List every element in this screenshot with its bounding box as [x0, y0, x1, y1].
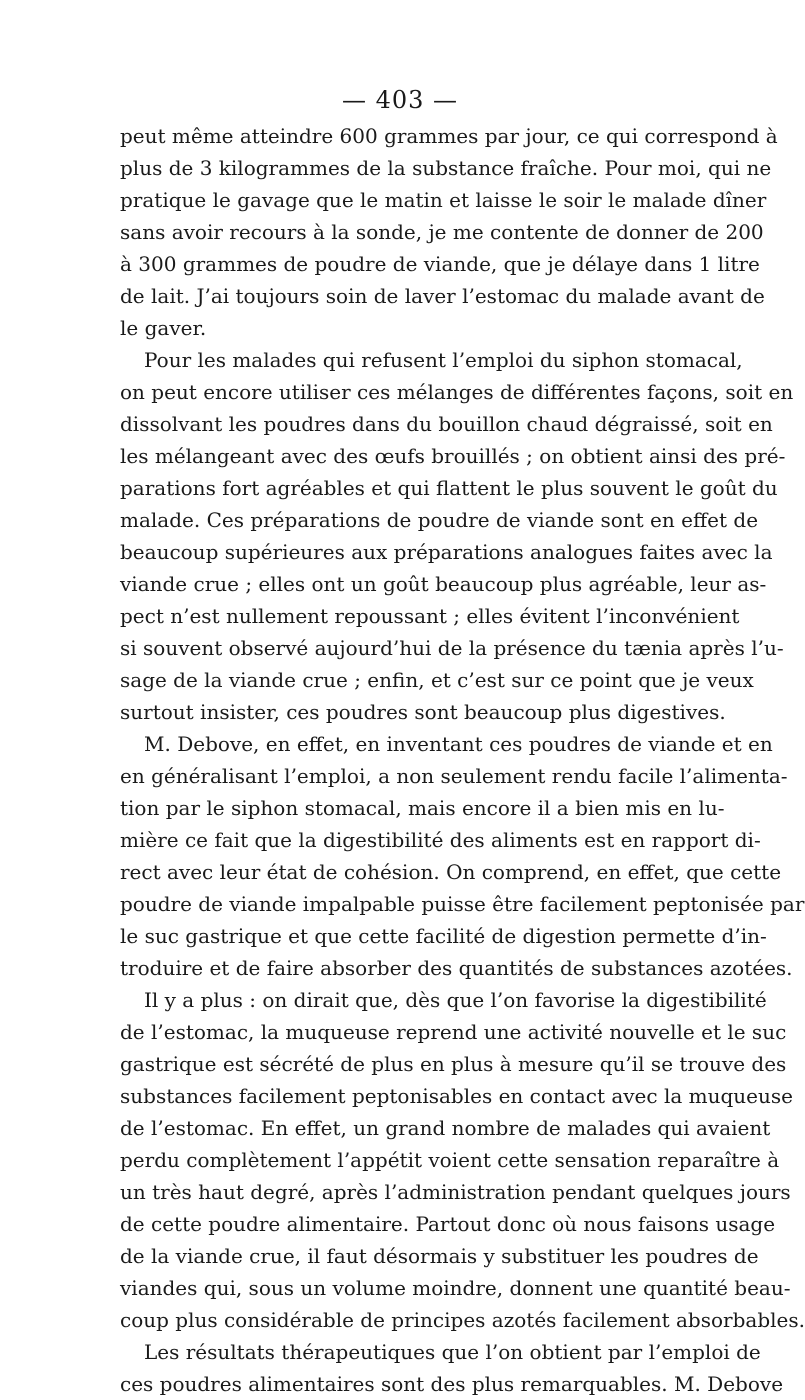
text-line: mière ce fait que la digestibilité des aliments est en rapport di- — [120, 828, 761, 852]
text-line: plus de 3 kilogrammes de la substance fraîche. Pour moi, qui ne — [120, 156, 772, 180]
text-line: de la viande crue, il faut désormais y substituer les poudres de — [120, 1244, 759, 1268]
text-line: sans avoir recours à la sonde, je me contente de donner de 200 — [120, 220, 764, 244]
text-line: M. Debove, en effet, en inventant ces poudres de viande et en — [144, 732, 773, 756]
text-line: à 300 grammes de poudre de viande, que je délaye dans 1 litre — [120, 252, 760, 276]
text-line: de cette poudre alimentaire. Partout donc où nous faisons usage — [120, 1212, 776, 1236]
text-line: de l’estomac. En effet, un grand nombre de malades qui avaient — [120, 1116, 771, 1140]
text-line: peut même atteindre 600 grammes par jour, ce qui correspond à — [120, 124, 778, 148]
text-line: un très haut degré, après l’administration pendant quelques jours — [120, 1180, 791, 1204]
text-line: de l’estomac, la muqueuse reprend une activité nouvelle et le suc — [120, 1020, 787, 1044]
text-line: perdu complètement l’appétit voient cette sensation reparaître à — [120, 1148, 780, 1172]
text-line: beaucoup supérieures aux préparations analogues faites avec la — [120, 540, 773, 564]
text-line: poudre de viande impalpable puisse être facilement peptonisée par — [120, 892, 805, 916]
text-line: Il y a plus : on dirait que, dès que l’on favorise la digestibilité — [144, 988, 767, 1012]
text-line: viandes qui, sous un volume moindre, donnent une quantité beau- — [120, 1276, 791, 1300]
text-line: substances facilement peptonisables en contact avec la muqueuse — [120, 1084, 793, 1108]
text-line: pect n’est nullement repoussant ; elles évitent l’inconvénient — [120, 604, 740, 628]
text-line: sage de la viande crue ; enfin, et c’est sur ce point que je veux — [120, 668, 754, 692]
text-line: parations fort agréables et qui flattent le plus souvent le goût du — [120, 476, 778, 500]
text-line: tion par le siphon stomacal, mais encore il a bien mis en lu- — [120, 796, 725, 820]
text-line: on peut encore utiliser ces mélanges de différentes façons, soit en — [120, 380, 794, 404]
text-line: en généralisant l’emploi, a non seulement rendu facile l’alimenta- — [120, 764, 788, 788]
text-line: rect avec leur état de cohésion. On comprend, en effet, que cette — [120, 860, 782, 884]
text-line: viande crue ; elles ont un goût beaucoup plus agréable, leur as- — [120, 572, 767, 596]
text-line: le suc gastrique et que cette facilité de digestion permette d’in- — [120, 924, 767, 948]
text-line: gastrique est sécrété de plus en plus à mesure qu’il se trouve des — [120, 1052, 787, 1076]
text-line: malade. Ces préparations de poudre de viande sont en effet de — [120, 508, 759, 532]
text-line: ces poudres alimentaires sont des plus remarquables. M. Debove — [120, 1372, 784, 1396]
text-line: pratique le gavage que le matin et laisse le soir le malade dîner — [120, 188, 767, 212]
page-number: — 403 — — [341, 86, 459, 114]
body-text — [120, 120, 805, 1400]
text-line: troduire et de faire absorber des quantités de substances azotées. — [120, 956, 793, 980]
text-line: le gaver. — [120, 316, 207, 340]
text-line: de lait. J’ai toujours soin de laver l’estomac du malade avant de — [120, 284, 765, 308]
text-line: Pour les malades qui refusent l’emploi du siphon stomacal, — [144, 348, 743, 372]
text-line: dissolvant les poudres dans du bouillon chaud dégraissé, soit en — [120, 412, 773, 436]
text-line: surtout insister, ces poudres sont beaucoup plus digestives. — [120, 700, 726, 724]
text-line: Les résultats thérapeutiques que l’on obtient par l’emploi de — [144, 1340, 761, 1364]
text-line: coup plus considérable de principes azotés facilement absorbables. — [120, 1308, 805, 1332]
text-line: les mélangeant avec des œufs brouillés ; on obtient ainsi des pré- — [120, 444, 786, 468]
text-line: si souvent observé aujourd’hui de la présence du tænia après l’u- — [120, 636, 784, 660]
